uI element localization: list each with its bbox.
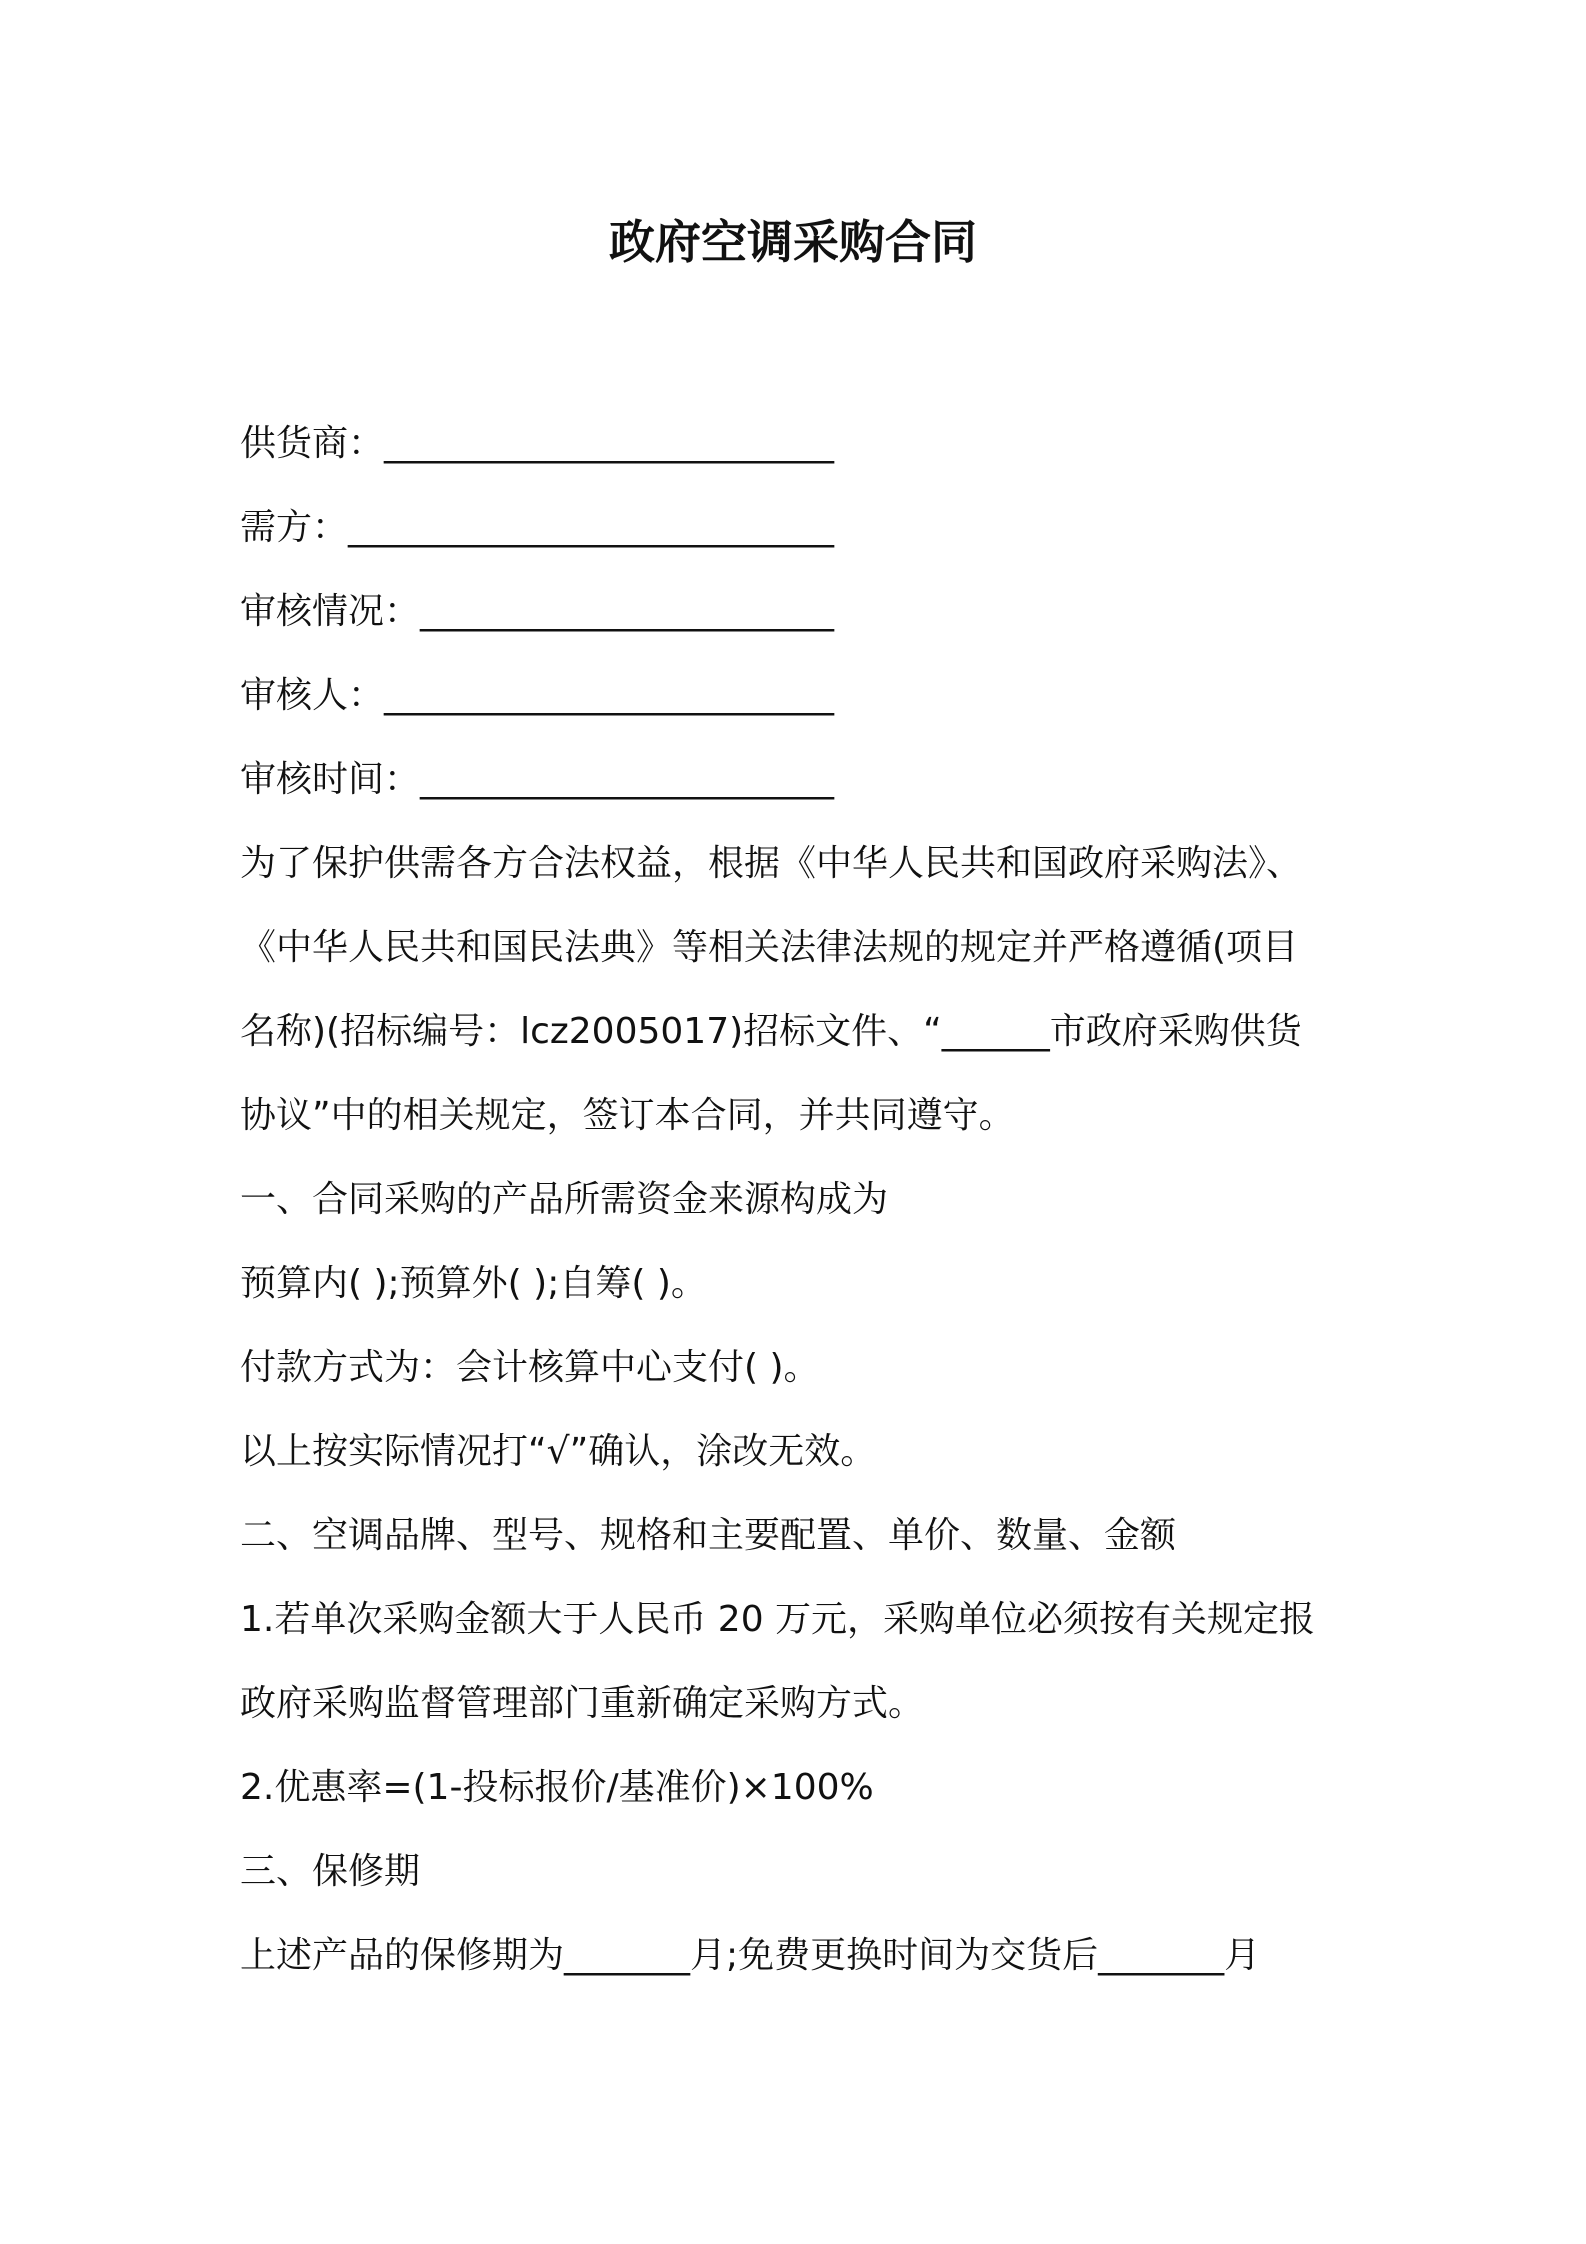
item1-line: 政府采购监督管理部门重新确定采购方式。 [240, 1683, 925, 1724]
review-time-field: 审核时间：_______________________ [240, 759, 835, 800]
preamble-line: 协议”中的相关规定，签订本合同，并共同遵守。 [240, 1095, 1015, 1136]
warranty-line: 上述产品的保修期为_______月;免费更换时间为交货后_______月 [240, 1935, 1261, 1976]
buyer-field: 需方：___________________________ [240, 507, 835, 548]
payment-method-line: 付款方式为：会计核算中心支付( )。 [240, 1347, 820, 1388]
review-status-field: 审核情况：_______________________ [240, 591, 835, 632]
item1-line: 1.若单次采购金额大于人民币 20 万元，采购单位必须按有关规定报 [240, 1599, 1316, 1640]
document-body [240, 402, 1360, 1998]
supplier-field: 供货商：_________________________ [240, 423, 835, 464]
confirmation-note: 以上按实际情况打“√”确认，涂改无效。 [240, 1431, 877, 1472]
item2-line: 2.优惠率=(1-投标报价/基准价)×100% [240, 1767, 874, 1808]
document-title: 政府空调采购合同 [609, 215, 977, 269]
section1-heading: 一、合同采购的产品所需资金来源构成为 [240, 1179, 889, 1220]
preamble-line: 为了保护供需各方合法权益，根据《中华人民共和国政府采购法》、 [240, 843, 1303, 884]
preamble-line: 《中华人民共和国民法典》等相关法律法规的规定并严格遵循(项目 [240, 927, 1299, 968]
funding-source-line: 预算内( );预算外( );自筹( )。 [240, 1263, 707, 1304]
section2-heading: 二、空调品牌、型号、规格和主要配置、单价、数量、金额 [240, 1515, 1177, 1556]
reviewer-field: 审核人：_________________________ [240, 675, 835, 716]
preamble-line: 名称)(招标编号：lcz2005017)招标文件、“______市政府采购供货 [240, 1011, 1302, 1052]
section3-heading: 三、保修期 [240, 1851, 421, 1892]
